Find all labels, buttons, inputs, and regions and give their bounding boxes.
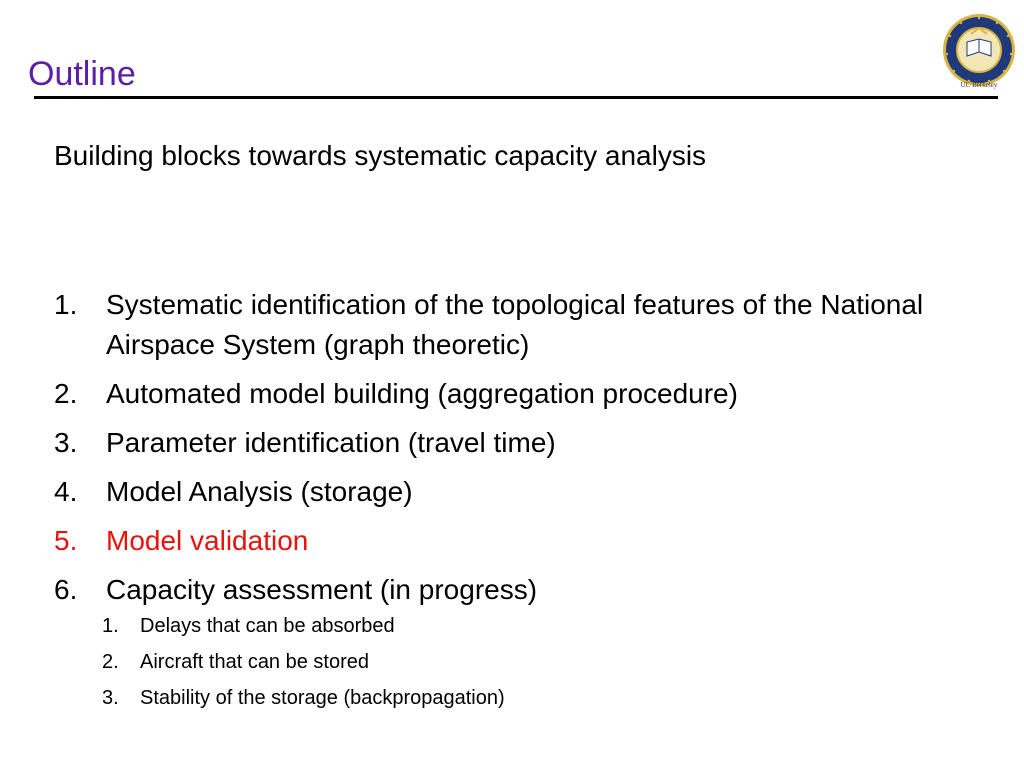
logo-caption: UC Berkeley	[960, 81, 998, 89]
outline-item-number: 5.	[54, 525, 78, 556]
title-underline	[34, 96, 998, 99]
outline-item-number: 2.	[54, 378, 78, 409]
outline-item-text: Automated model building (aggregation procedure)	[106, 378, 738, 409]
outline-item-4	[54, 472, 994, 512]
outline-subitem-number: 1.	[102, 615, 119, 637]
outline-item-3	[54, 423, 994, 463]
slide-title: Outline	[28, 55, 136, 93]
outline-item-number: 6.	[54, 574, 78, 605]
outline-subitem-text: Delays that can be absorbed	[140, 615, 395, 637]
outline-item-6	[54, 570, 994, 610]
outline-subitem-text: Stability of the storage (backpropagation)	[140, 687, 505, 709]
outline-item-text: Systematic identification of the topological features of the National Airspace System (graph theoretic)	[106, 289, 924, 360]
outline-item-number: 4.	[54, 476, 78, 507]
outline-item-number: 1.	[54, 289, 78, 320]
outline-sublist	[102, 613, 1024, 711]
outline-item-2	[54, 374, 994, 414]
outline-item-1	[54, 285, 994, 365]
outline-subitem-text: Aircraft that can be stored	[140, 651, 370, 673]
outline-item-5-highlighted	[54, 521, 994, 561]
outline-item-number: 3.	[54, 427, 78, 458]
outline-subitem-2	[102, 649, 1024, 675]
outline-item-text: Parameter identification (travel time)	[106, 427, 556, 458]
outline-subitem-3	[102, 685, 1024, 711]
outline-list	[54, 285, 994, 721]
uc-berkeley-seal-logo	[941, 8, 1017, 92]
outline-subitem-1	[102, 613, 1024, 639]
outline-subitem-number: 3.	[102, 687, 119, 709]
outline-item-text: Capacity assessment (in progress)	[106, 574, 538, 605]
outline-item-text: Model Analysis (storage)	[106, 476, 413, 507]
slide-subtitle: Building blocks towards systematic capacity analysis	[54, 140, 707, 171]
outline-item-text: Model validation	[106, 525, 309, 556]
outline-sublist-container	[54, 613, 994, 711]
outline-subitem-number: 2.	[102, 651, 119, 673]
